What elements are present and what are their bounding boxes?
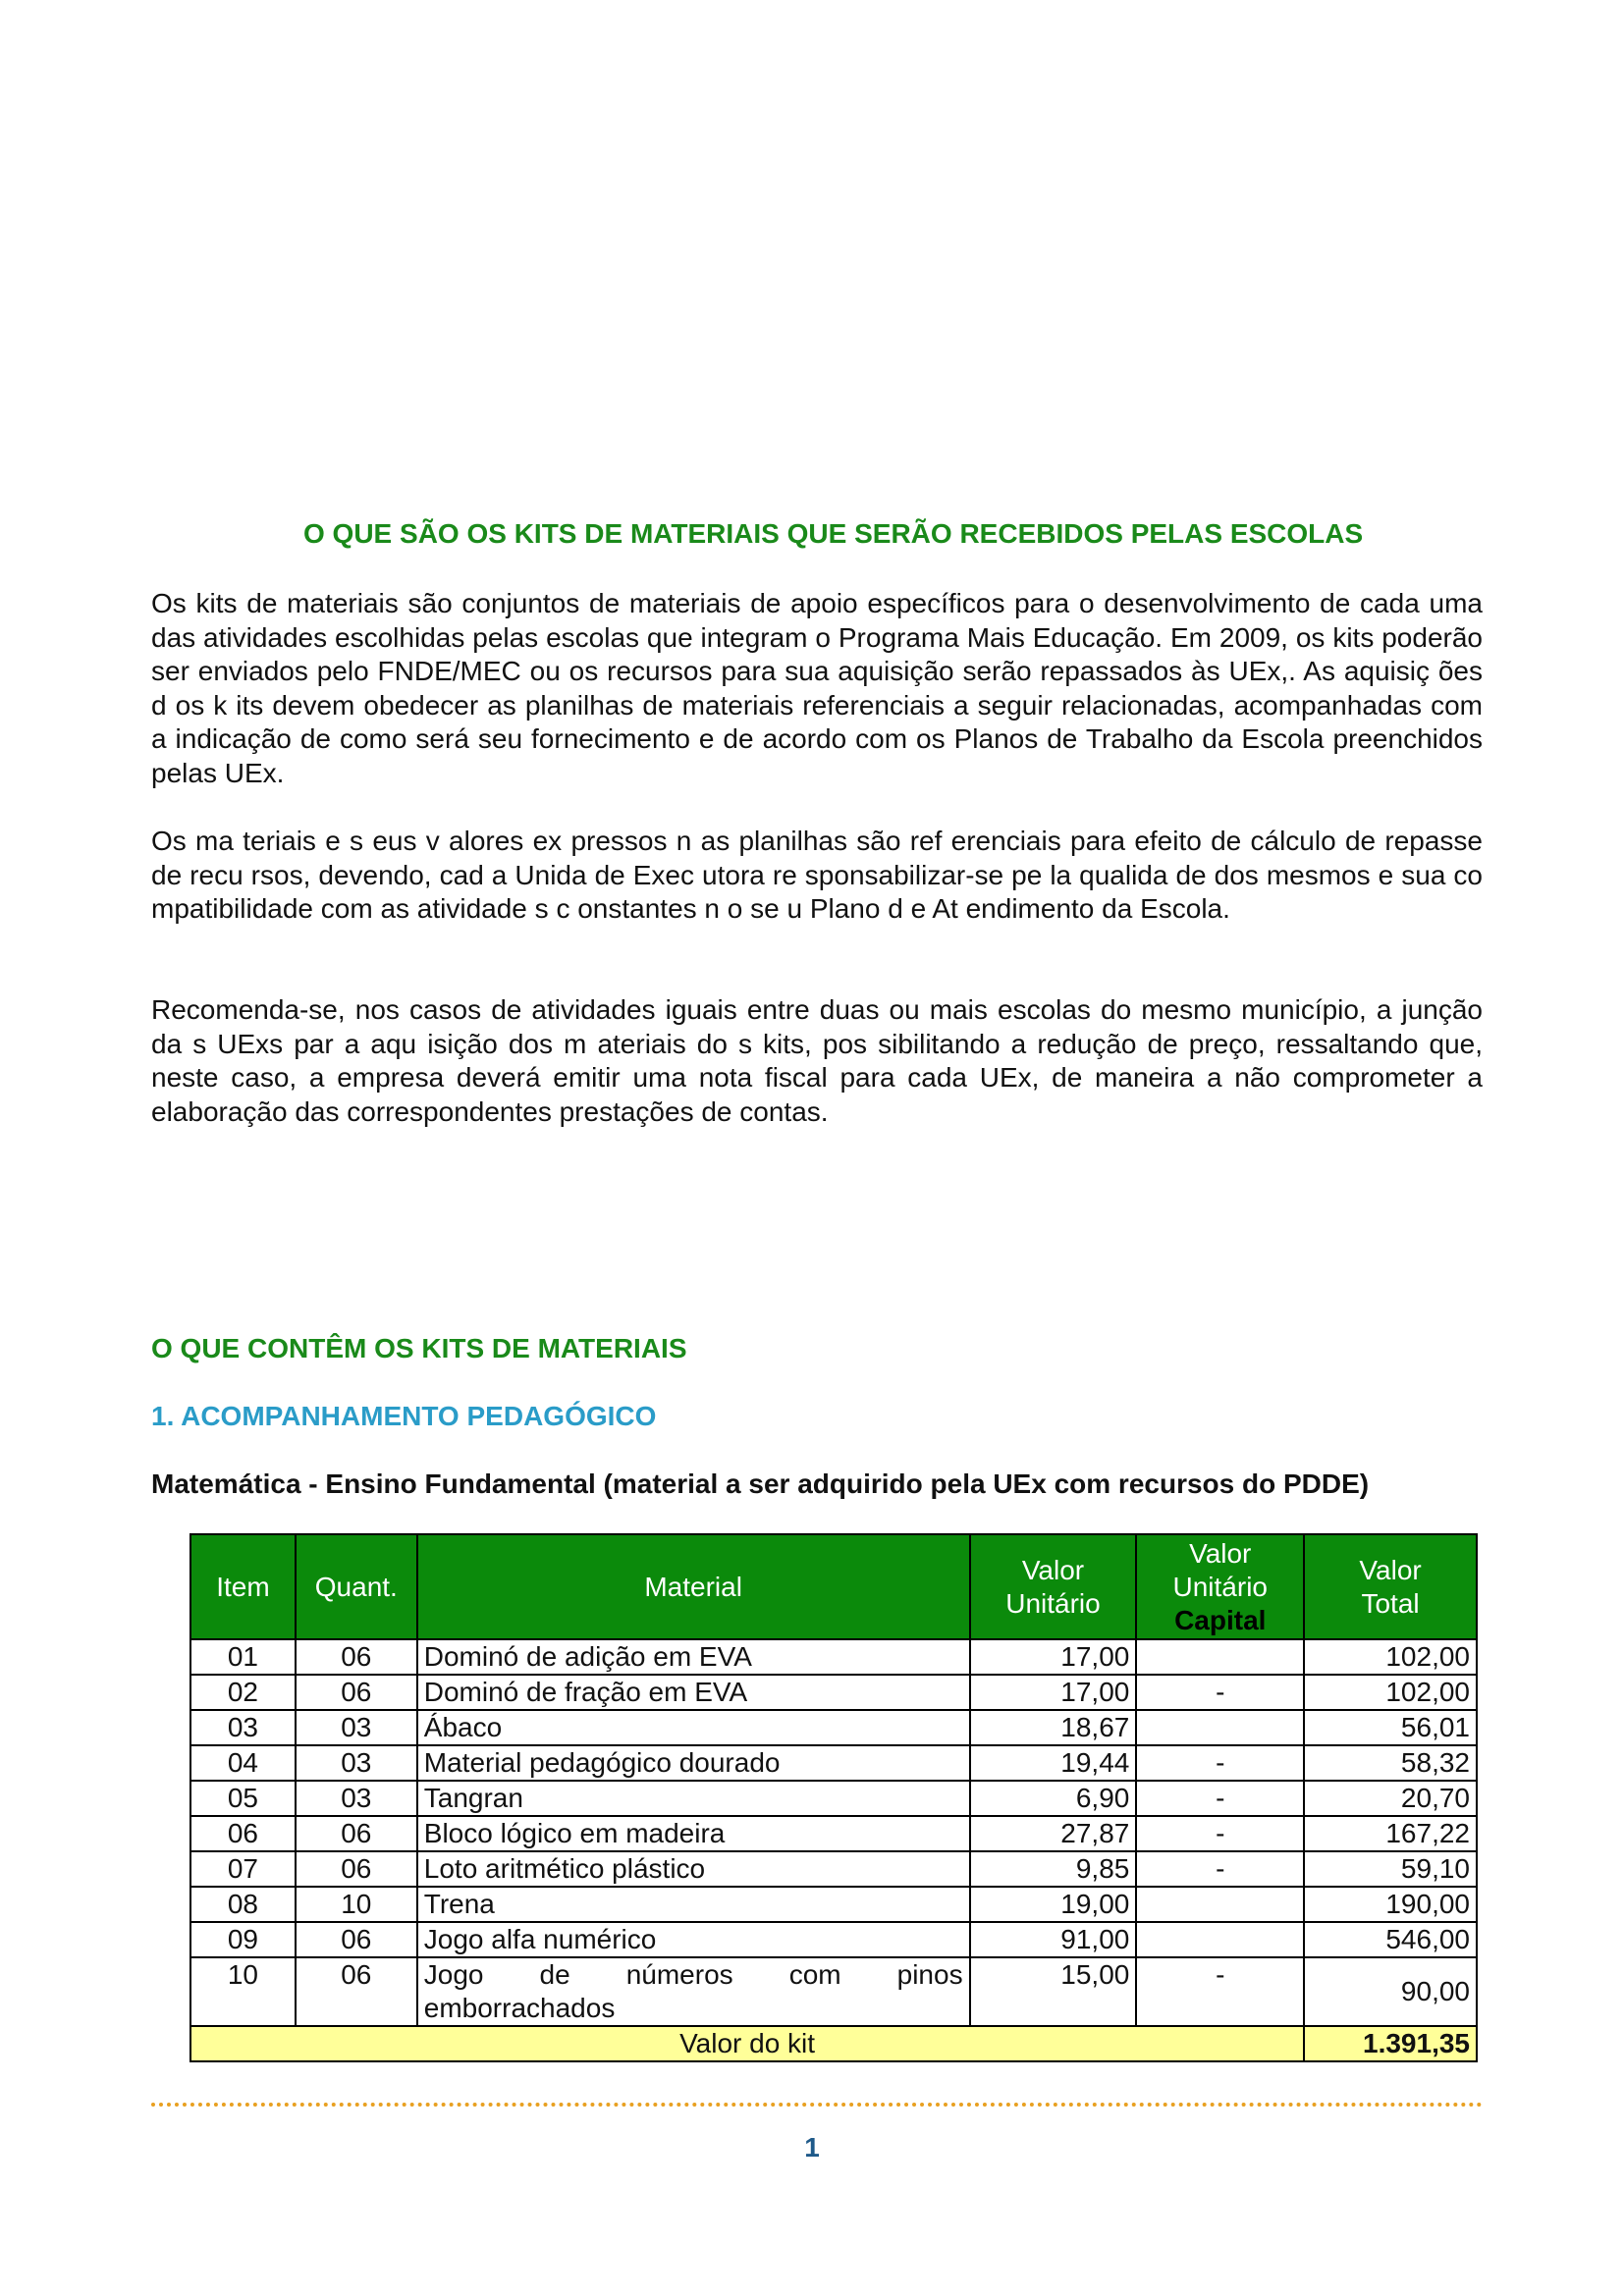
header-valor-unitario-line1: Valor	[1021, 1554, 1085, 1585]
footer-divider	[151, 2103, 1483, 2107]
cell-item: 06	[190, 1816, 296, 1851]
paragraph-recommendation: Recomenda-se, nos casos de atividades iguais entre duas ou mais escolas do mesmo município, a junção da s UExs par a aqu isição dos m ateriais do s kits, pos sibilitando a redução de preço, ressaltando que, neste caso, a empresa deverá emitir uma nota fiscal para cada UEx, de maneira a não comprometer a elaboração das correspondentes prestações de contas.	[151, 994, 1483, 1127]
table-row	[190, 1816, 1477, 1851]
cell-item: 04	[190, 1745, 296, 1781]
cell-material: Trena	[417, 1887, 970, 1922]
cell-capital: -	[1136, 1781, 1304, 1816]
cell-unit: 18,67	[970, 1710, 1137, 1745]
cell-unit: 6,90	[970, 1781, 1137, 1816]
cell-item: 08	[190, 1887, 296, 1922]
table-row	[190, 1745, 1477, 1781]
cell-capital: -	[1136, 1816, 1304, 1851]
cell-item: 03	[190, 1710, 296, 1745]
header-valor-unitario	[970, 1534, 1137, 1639]
cell-item: 07	[190, 1851, 296, 1887]
cell-total: 102,00	[1304, 1639, 1477, 1675]
cell-capital: -	[1136, 1675, 1304, 1710]
header-valor-capital-line1: Valor	[1189, 1537, 1252, 1569]
cell-unit: 15,00	[970, 1957, 1137, 2026]
cell-total: 90,00	[1304, 1957, 1477, 2026]
cell-quant: 06	[296, 1922, 417, 1957]
cell-total: 190,00	[1304, 1887, 1477, 1922]
header-valor-total	[1304, 1534, 1477, 1639]
table-row	[190, 1639, 1477, 1675]
table-header-row	[190, 1534, 1477, 1639]
page-title: O QUE SÃO OS KITS DE MATERIAIS QUE SERÃO RECEBIDOS PELAS ESCOLAS	[303, 518, 1364, 549]
table-total-row	[190, 2026, 1477, 2061]
cell-item: 05	[190, 1781, 296, 1816]
cell-quant: 03	[296, 1781, 417, 1816]
cell-capital	[1136, 1887, 1304, 1922]
cell-item: 09	[190, 1922, 296, 1957]
cell-material: Dominó de adição em EVA	[417, 1639, 970, 1675]
cell-unit: 17,00	[970, 1675, 1137, 1710]
table-caption: Matemática - Ensino Fundamental (material a ser adquirido pela UEx com recursos do PDDE)	[151, 1468, 1370, 1499]
cell-total: 56,01	[1304, 1710, 1477, 1745]
cell-quant: 06	[296, 1957, 417, 2026]
cell-unit: 27,87	[970, 1816, 1137, 1851]
header-material: Material	[417, 1534, 970, 1639]
header-valor-total-line2: Total	[1361, 1587, 1420, 1619]
header-valor-unitario-line2: Unitário	[1005, 1587, 1101, 1619]
cell-item: 01	[190, 1639, 296, 1675]
cell-material: Jogo alfa numérico	[417, 1922, 970, 1957]
cell-quant: 06	[296, 1675, 417, 1710]
cell-capital: -	[1136, 1851, 1304, 1887]
cell-material: Jogo de números com pinos emborrachados	[417, 1957, 970, 2026]
cell-total: 20,70	[1304, 1781, 1477, 1816]
cell-capital	[1136, 1922, 1304, 1957]
materials-table	[189, 1533, 1478, 2062]
cell-total: 167,22	[1304, 1816, 1477, 1851]
cell-unit: 17,00	[970, 1639, 1137, 1675]
table-row	[190, 1887, 1477, 1922]
cell-material: Ábaco	[417, 1710, 970, 1745]
header-quant: Quant.	[296, 1534, 417, 1639]
header-valor-capital	[1136, 1534, 1304, 1639]
cell-capital: -	[1136, 1745, 1304, 1781]
cell-quant: 03	[296, 1745, 417, 1781]
table-row	[190, 1781, 1477, 1816]
cell-capital: -	[1136, 1957, 1304, 2026]
cell-item: 10	[190, 1957, 296, 2026]
cell-total: 58,32	[1304, 1745, 1477, 1781]
header-valor-total-line1: Valor	[1359, 1554, 1422, 1585]
cell-material: Tangran	[417, 1781, 970, 1816]
cell-unit: 19,00	[970, 1887, 1137, 1922]
cell-quant: 10	[296, 1887, 417, 1922]
cell-unit: 19,44	[970, 1745, 1137, 1781]
section-heading: O QUE CONTÊM OS KITS DE MATERIAIS	[151, 1333, 687, 1363]
table-row	[190, 1675, 1477, 1710]
paragraph-values: Os ma teriais e s eus v alores ex pressos n as planilhas são ref erenciais para efeito de cálculo de repasse de recu rsos, devendo, cad a Unida de Exec utora re sponsabilizar-se pe la qualida de dos mesmos e sua co mpatibilidade com as atividade s c onstantes n o se u Plano d e At endimento da Escola.	[151, 826, 1483, 925]
cell-quant: 06	[296, 1639, 417, 1675]
cell-material: Material pedagógico dourado	[417, 1745, 970, 1781]
cell-quant: 06	[296, 1851, 417, 1887]
total-value: 1.391,35	[1304, 2026, 1477, 2061]
cell-material: Bloco lógico em madeira	[417, 1816, 970, 1851]
cell-total: 102,00	[1304, 1675, 1477, 1710]
cell-capital	[1136, 1639, 1304, 1675]
paragraph-intro: Os kits de materiais são conjuntos de materiais de apoio específicos para o desenvolvimento de cada uma das atividades escolhidas pelas escolas que integram o Programa Mais Educação. Em 2009, os kits poderão ser enviados pelo FNDE/MEC ou os recursos para sua aquisição serão repassados às UEx,. As aquisiç ões d os k its devem obedecer as planilhas de materiais referenciais a seguir relacionadas, acompanhadas com a indicação de como será seu fornecimento e de acordo com os Planos de Trabalho da Escola preenchidos pelas UEx.	[151, 588, 1483, 788]
page-number: 1	[804, 2132, 820, 2163]
cell-material: Dominó de fração em EVA	[417, 1675, 970, 1710]
cell-total: 546,00	[1304, 1922, 1477, 1957]
cell-unit: 9,85	[970, 1851, 1137, 1887]
cell-quant: 03	[296, 1710, 417, 1745]
table-row	[190, 1922, 1477, 1957]
table-row	[190, 1957, 1477, 2026]
table-row	[190, 1851, 1477, 1887]
cell-material: Loto aritmético plástico	[417, 1851, 970, 1887]
subsection-heading: 1. ACOMPANHAMENTO PEDAGÓGICO	[151, 1401, 657, 1431]
header-valor-capital-line3: Capital	[1174, 1604, 1267, 1635]
table-row	[190, 1710, 1477, 1745]
header-valor-capital-line2: Unitário	[1172, 1571, 1268, 1602]
cell-total: 59,10	[1304, 1851, 1477, 1887]
cell-quant: 06	[296, 1816, 417, 1851]
cell-item: 02	[190, 1675, 296, 1710]
total-label: Valor do kit	[190, 2026, 1304, 2061]
header-item: Item	[190, 1534, 296, 1639]
cell-unit: 91,00	[970, 1922, 1137, 1957]
cell-capital	[1136, 1710, 1304, 1745]
